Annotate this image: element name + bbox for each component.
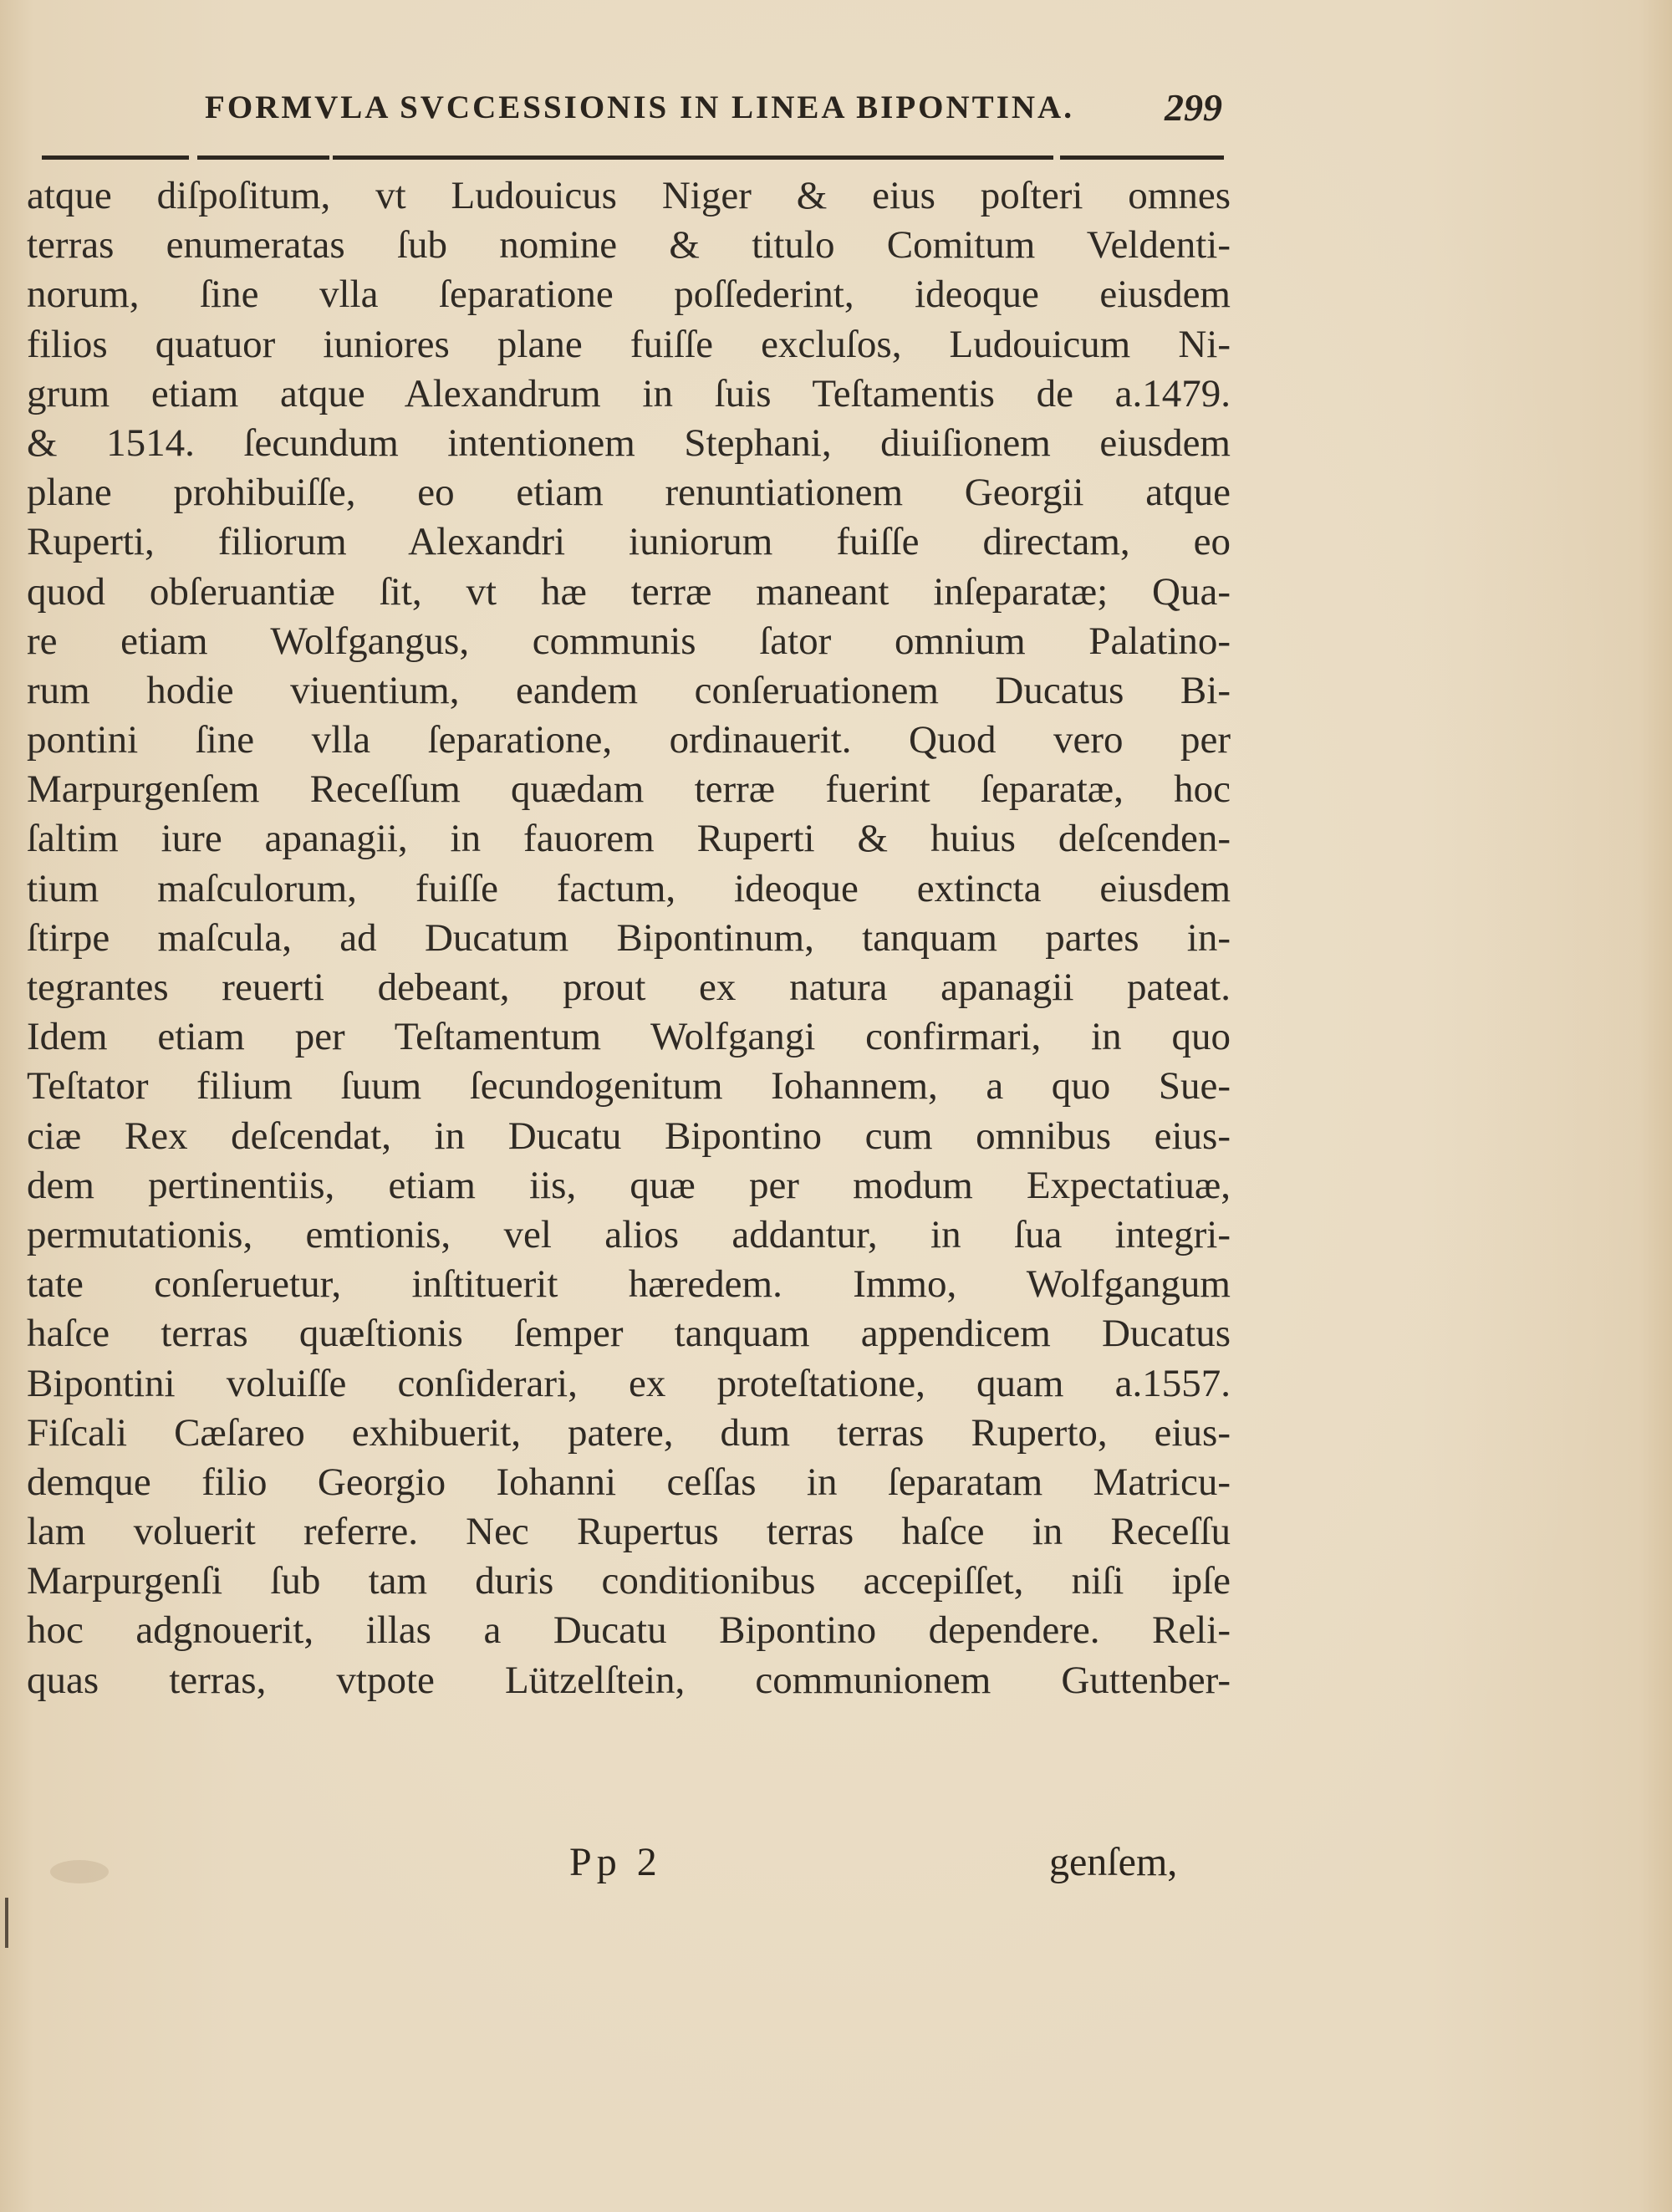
text-line: Fiſcali Cæſareo exhibuerit, patere, dum terras Ruperto, eius-: [27, 1410, 1231, 1455]
page-number: 299: [1165, 86, 1222, 129]
body-text: [27, 171, 1231, 1705]
text-line: Bipontini voluiſſe conſiderari, ex proteſtatione, quam a.1557.: [27, 1361, 1231, 1405]
header-rule: [197, 155, 329, 160]
text-line: dem pertinentiis, etiam iis, quæ per modum Expectatiuæ,: [27, 1163, 1231, 1207]
signature-mark: Pp 2: [569, 1840, 662, 1884]
page-footer: [0, 1839, 1672, 1898]
text-line: demque filio Georgio Iohanni ceſſas in ſeparatam Matricu-: [27, 1460, 1231, 1504]
text-line: Ruperti, filiorum Alexandri iuniorum fuiſſe directam, eo: [27, 520, 1231, 564]
text-line: tate conſeruetur, inſtituerit hæredem. Immo, Wolfgangum: [27, 1262, 1231, 1307]
text-line: tegrantes reuerti debeant, prout ex natura apanagii pateat.: [27, 966, 1231, 1009]
header-rule: [333, 155, 1053, 160]
text-line: hoc adgnouerit, illas a Ducatu Bipontino dependere. Reli-: [27, 1608, 1231, 1653]
text-line: atque diſpoſitum, vt Ludouicus Niger & eius poſteri omnes: [27, 174, 1231, 217]
text-line: Marpurgenſem Receſſum quædam terræ fuerint ſeparatæ, hoc: [27, 767, 1231, 812]
text-line: Idem etiam per Teſtamentum Wolfgangi confirmari, in quo: [27, 1015, 1231, 1059]
catchword: genſem,: [1049, 1840, 1178, 1884]
text-line: Marpurgenſi ſub tam duris conditionibus accepiſſet, niſi ipſe: [27, 1559, 1231, 1603]
text-line: quas terras, vtpote Lützelſtein, communionem Guttenber-: [27, 1658, 1231, 1702]
text-line: filios quatuor iuniores plane fuiſſe excluſos, Ludouicum Ni-: [27, 322, 1231, 366]
text-line: pontini ſine vlla ſeparatione, ordinauerit. Quod vero per: [27, 718, 1231, 762]
text-line: ſtirpe maſcula, ad Ducatum Bipontinum, tanquam partes in-: [27, 915, 1231, 960]
text-line: quod obſeruantiæ ſit, vt hæ terræ maneant inſeparatæ; Qua-: [27, 569, 1231, 614]
text-line: grum etiam atque Alexandrum in ſuis Teſtamentis de a.1479.: [27, 371, 1231, 415]
text-line: tium maſculorum, fuiſſe factum, ideoque extincta eiusdem: [27, 866, 1231, 910]
running-title: FORMVLA SVCCESSIONIS IN LINEA BIPONTINA.: [205, 89, 1074, 125]
text-line: terras enumeratas ſub nomine & titulo Comitum Veldenti-: [27, 223, 1231, 268]
text-line: re etiam Wolfgangus, communis ſator omnium Palatino-: [27, 619, 1231, 663]
text-line: permutationis, emtionis, vel alios addantur, in ſua integri-: [27, 1212, 1231, 1256]
text-line: plane prohibuiſſe, eo etiam renuntiationem Georgii atque: [27, 471, 1231, 515]
text-line: ſaltim iure apanagii, in fauorem Ruperti & huius deſcenden-: [27, 817, 1231, 861]
edge-mark: [5, 1898, 8, 1948]
text-line: ciæ Rex deſcendat, in Ducatu Bipontino cum omnibus eius-: [27, 1114, 1231, 1158]
header-rule: [42, 155, 189, 160]
header-rule: [1060, 155, 1224, 160]
text-line: haſce terras quæſtionis ſemper tanquam appendicem Ducatus: [27, 1312, 1231, 1356]
running-head: [0, 86, 1672, 139]
text-line: Teſtator filium ſuum ſecundogenitum Iohannem, a quo Sue-: [27, 1064, 1231, 1109]
text-line: rum hodie viuentium, eandem conſeruationem Ducatus Bi-: [27, 668, 1231, 712]
text-line: lam voluerit referre. Nec Rupertus terras haſce in Receſſu: [27, 1510, 1231, 1554]
text-line: & 1514. ſecundum intentionem Stephani, diuiſionem eiusdem: [27, 420, 1231, 465]
text-line: norum, ſine vlla ſeparatione poſſederint, ideoque eiusdem: [27, 273, 1231, 317]
paper-stain: [50, 1860, 109, 1883]
